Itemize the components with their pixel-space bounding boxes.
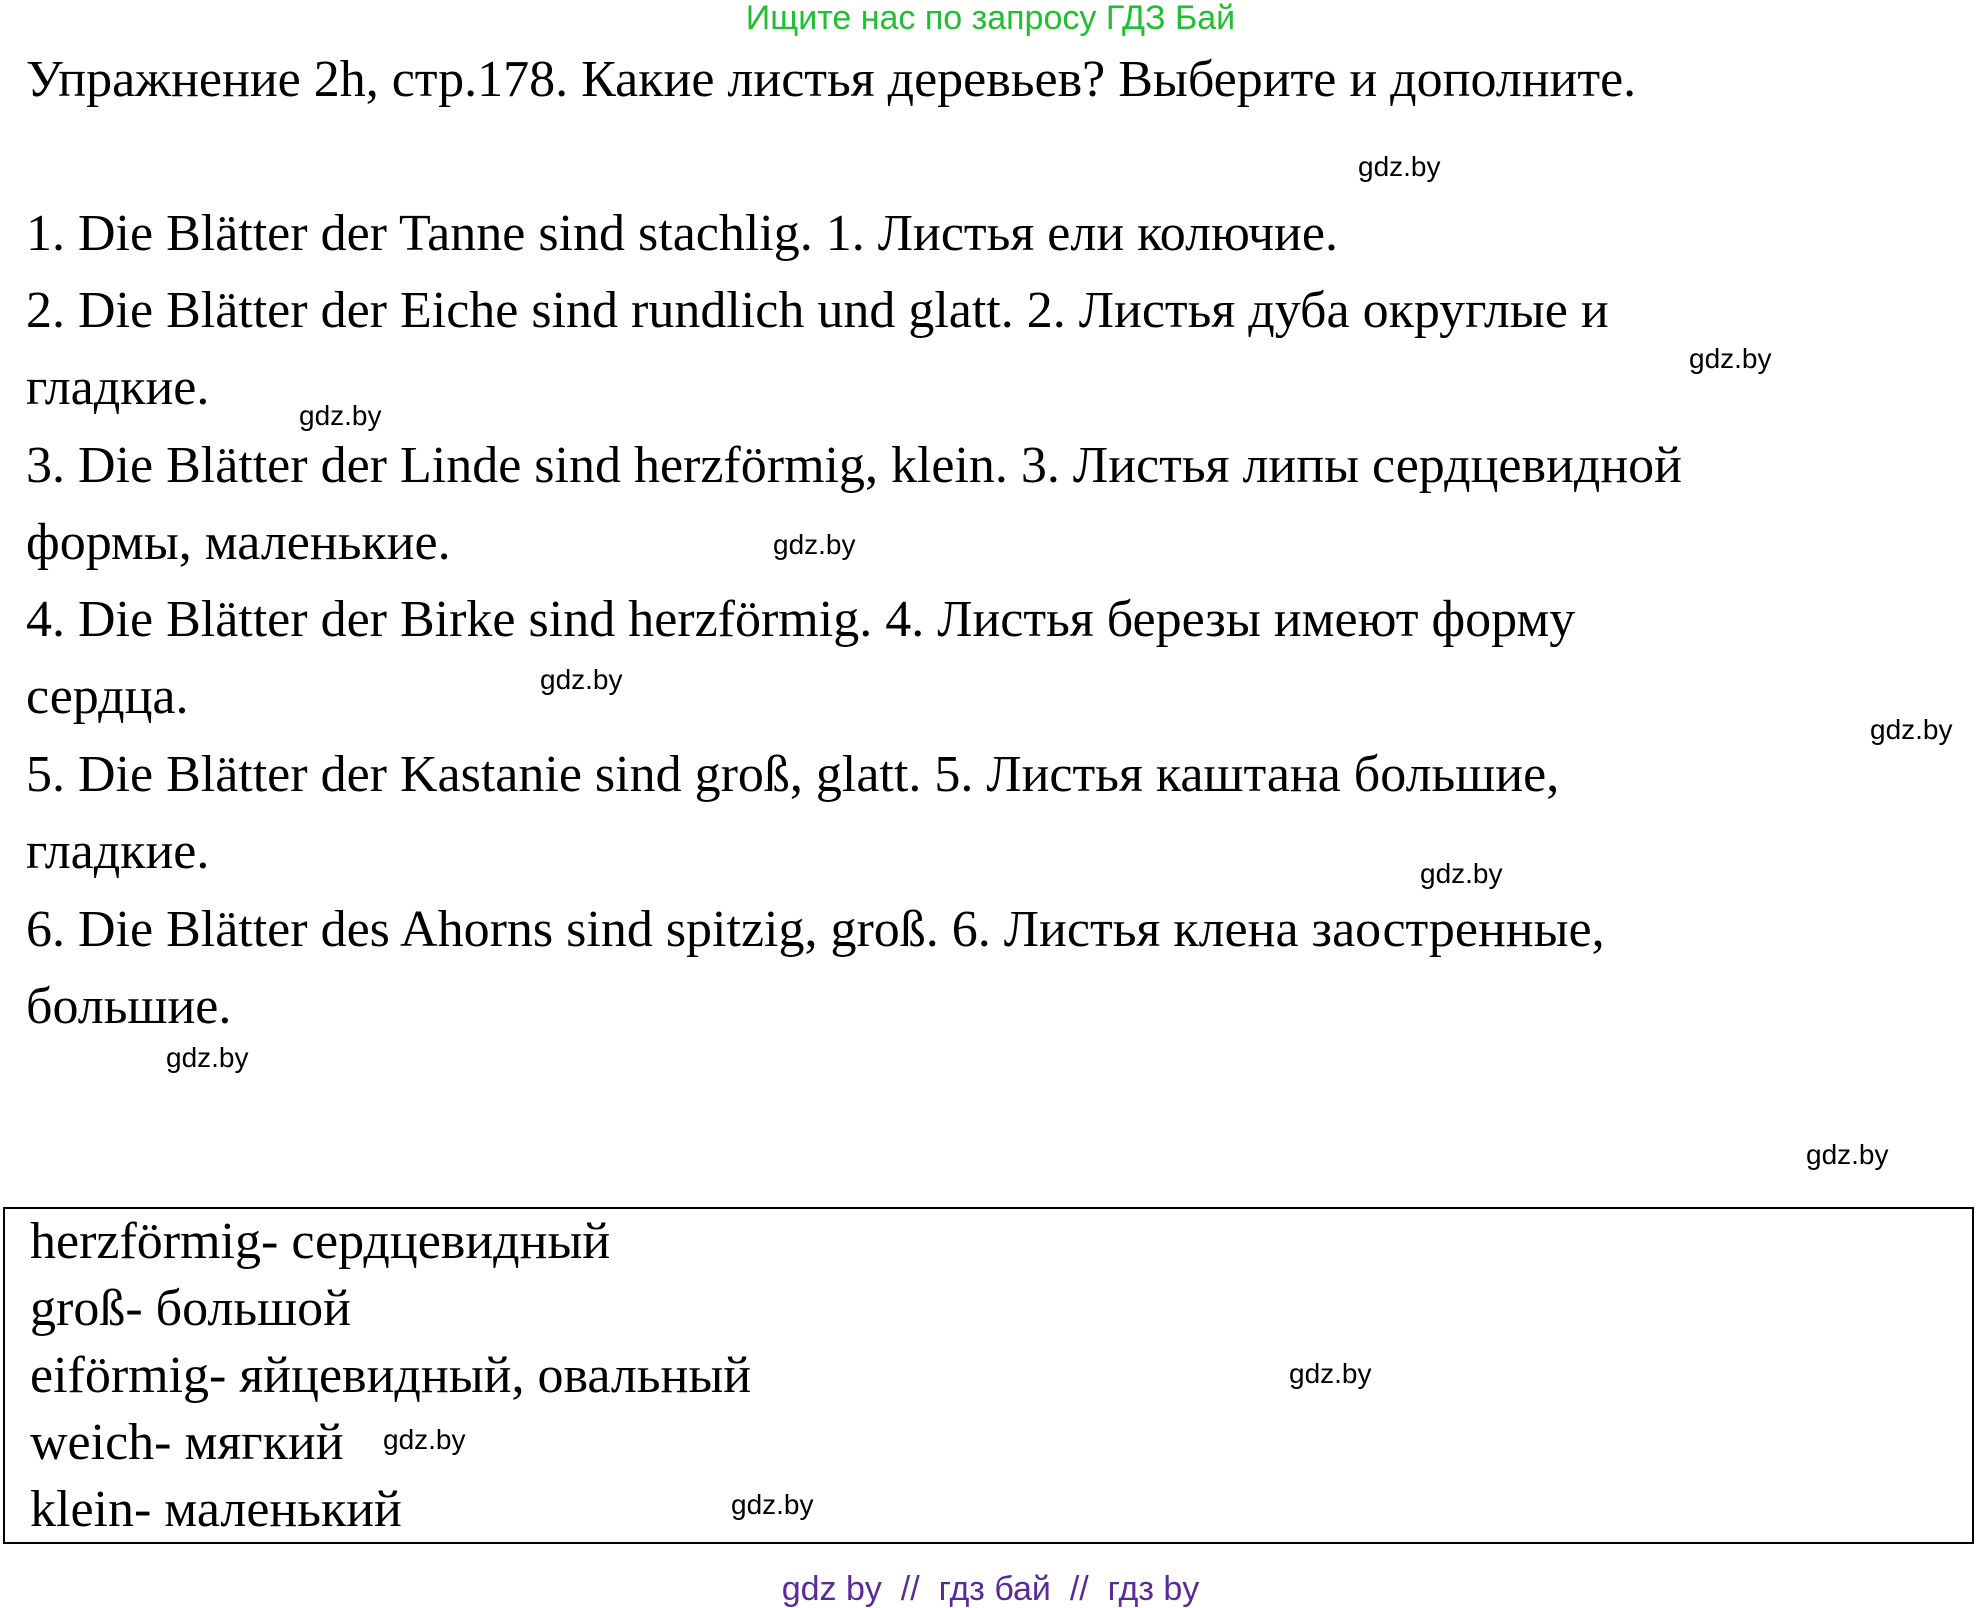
answer-line-4: 4. Die Blätter der Birke sind herzförmig. 4. Листья березы имеют форму xyxy=(26,591,1576,648)
top-banner: Ищите нас по запросу ГДЗ Бай xyxy=(745,0,1236,37)
watermark: gdz.by xyxy=(1420,858,1503,889)
answer-line-2-cont: гладкие. xyxy=(26,359,210,416)
watermark: gdz.by xyxy=(540,664,623,695)
exercise-heading: Упражнение 2h, стр.178. Какие листья деревьев? Выберите и дополните. xyxy=(26,51,1637,108)
answer-line-2: 2. Die Blätter der Eiche sind rundlich und glatt. 2. Листья дуба округлые и xyxy=(26,282,1609,339)
answer-line-5: 5. Die Blätter der Kastanie sind groß, glatt. 5. Листья каштана большие, xyxy=(26,746,1560,803)
answer-line-3: 3. Die Blätter der Linde sind herzförmig, klein. 3. Листья липы сердцевидной xyxy=(26,437,1682,494)
watermark: gdz.by xyxy=(1358,151,1441,182)
answer-line-4-cont: сердца. xyxy=(26,668,189,725)
vocab-item-weich: weich- мягкий xyxy=(30,1414,344,1471)
vocab-item-eifoermig: eiförmig- яйцевидный, овальный xyxy=(30,1347,752,1404)
footer-links: gdz by // гдз бай // гдз by xyxy=(781,1570,1200,1608)
vocab-item-herzfoermig: herzförmig- сердцевидный xyxy=(30,1213,611,1270)
answer-line-1: 1. Die Blätter der Tanne sind stachlig. 1. Листья ели колючие. xyxy=(26,205,1338,262)
watermark: gdz.by xyxy=(1689,343,1772,374)
vocab-item-klein: klein- маленький xyxy=(30,1481,402,1538)
watermark: gdz.by xyxy=(166,1042,249,1073)
watermark: gdz.by xyxy=(731,1489,814,1520)
vocab-item-gross: groß- большой xyxy=(30,1280,351,1337)
vocabulary-box xyxy=(3,1207,1974,1544)
answer-line-3-cont: формы, маленькие. xyxy=(26,514,451,571)
watermark: gdz.by xyxy=(773,529,856,560)
watermark: gdz.by xyxy=(1870,714,1953,745)
watermark: gdz.by xyxy=(1289,1358,1372,1389)
watermark: gdz.by xyxy=(299,400,382,431)
answer-line-6-cont: большие. xyxy=(26,978,232,1035)
watermark: gdz.by xyxy=(383,1424,466,1455)
answer-line-6: 6. Die Blätter des Ahorns sind spitzig, groß. 6. Листья клена заостренные, xyxy=(26,901,1605,958)
watermark: gdz.by xyxy=(1806,1139,1889,1170)
answer-line-5-cont: гладкие. xyxy=(26,823,210,880)
